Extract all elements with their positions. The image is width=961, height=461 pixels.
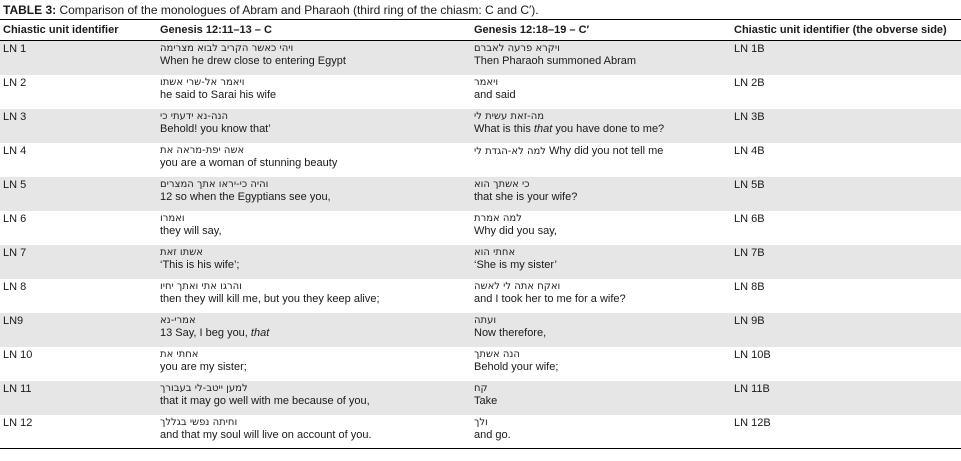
hebrew-text: ויאמר אל-שרי אשתו bbox=[160, 76, 245, 88]
unit-id: LN 11 bbox=[3, 382, 32, 395]
hebrew-text: למה אמרת bbox=[474, 212, 522, 224]
c-text bbox=[157, 245, 471, 279]
header-obverse-id: Chiastic unit identifier (the obverse side) bbox=[734, 24, 947, 36]
english-text: he said to Sarai his wife bbox=[160, 88, 277, 101]
english-text: Take bbox=[474, 394, 498, 407]
english-text: and go. bbox=[474, 428, 511, 441]
header-unit-id: Chiastic unit identifier bbox=[3, 24, 119, 36]
hebrew-text: אשתו זאת bbox=[160, 246, 203, 258]
hebrew-text: למען ייטב-לי בעבורך bbox=[160, 382, 248, 394]
table-row bbox=[0, 109, 961, 143]
table-row bbox=[0, 143, 961, 177]
c-prime-text bbox=[471, 415, 731, 449]
english-text: Why did you not tell me bbox=[549, 144, 664, 157]
table-row bbox=[0, 41, 961, 75]
hebrew-text: ויאמר bbox=[474, 76, 499, 88]
unit-id: LN 5 bbox=[3, 178, 27, 191]
unit-id: LN 7 bbox=[3, 246, 27, 259]
c-prime-text bbox=[471, 109, 731, 143]
hebrew-text: והרגו אתי ואתך יחיו bbox=[160, 280, 242, 292]
table-caption-label: TABLE 3: bbox=[3, 3, 57, 17]
obverse-id: LN 6B bbox=[734, 212, 765, 225]
hebrew-text: אחתי הוא bbox=[474, 246, 516, 258]
english-text: Now therefore, bbox=[474, 326, 547, 339]
english-text-part: 13 Say, I beg you, bbox=[160, 326, 251, 339]
hebrew-text: אחתי את bbox=[160, 348, 199, 360]
header-genesis-c-prime: Genesis 12:18–19 – C′ bbox=[474, 24, 590, 36]
c-text bbox=[157, 143, 471, 177]
c-prime-text bbox=[471, 347, 731, 381]
english-text: you are my sister; bbox=[160, 360, 247, 373]
table-row bbox=[0, 211, 961, 245]
hebrew-text: מה-זאת עשית לי bbox=[474, 110, 545, 122]
c-text bbox=[157, 109, 471, 143]
english-emphasis: that bbox=[533, 122, 553, 135]
english-text bbox=[474, 123, 728, 136]
hebrew-text: ולך bbox=[474, 416, 488, 428]
hebrew-text: ויקרא פרעה לאברם bbox=[474, 43, 560, 54]
c-text bbox=[157, 41, 471, 75]
obverse-id: LN 1B bbox=[734, 43, 765, 55]
hebrew-text: הנה אשתך bbox=[474, 348, 520, 360]
hebrew-text: ועתה bbox=[474, 314, 497, 326]
obverse-id: LN 9B bbox=[734, 314, 765, 327]
table-row bbox=[0, 381, 961, 415]
obverse-id: LN 8B bbox=[734, 280, 765, 293]
hebrew-text: ויהי כאשר הקריב לבוא מצרימה bbox=[160, 43, 294, 54]
hebrew-text: ואמרו bbox=[160, 212, 185, 224]
english-text: Behold! you know that’ bbox=[160, 122, 271, 135]
c-prime-text bbox=[471, 381, 731, 415]
obverse-id: LN 4B bbox=[734, 144, 765, 157]
table-caption-text: Comparison of the monologues of Abram and Pharaoh (third ring of the chiasm: C and C′). bbox=[56, 3, 539, 17]
c-prime-text bbox=[471, 279, 731, 313]
english-text-part: you have done to me? bbox=[552, 122, 665, 135]
english-text: Behold your wife; bbox=[474, 360, 559, 373]
c-text bbox=[157, 211, 471, 245]
english-text-part: What is this bbox=[474, 122, 534, 135]
hebrew-text: כי אשתך הוא bbox=[474, 178, 530, 190]
chiasm-comparison-table bbox=[0, 19, 961, 449]
unit-id: LN 6 bbox=[3, 212, 27, 225]
table-row bbox=[0, 279, 961, 313]
c-prime-text bbox=[471, 245, 731, 279]
unit-id: LN9 bbox=[3, 314, 24, 327]
table-row bbox=[0, 347, 961, 381]
hebrew-text: הנה-נא ידעתי כי bbox=[160, 110, 229, 122]
english-text: that she is your wife? bbox=[474, 190, 578, 203]
english-text: ‘She is my sister’ bbox=[474, 258, 557, 271]
table-caption bbox=[3, 3, 539, 17]
english-text: then they will kill me, but you they keep alive; bbox=[160, 292, 380, 305]
c-prime-text bbox=[471, 75, 731, 109]
obverse-id: LN 11B bbox=[734, 382, 770, 395]
table-row bbox=[0, 245, 961, 279]
hebrew-text: אשה יפת-מראה את bbox=[160, 144, 245, 156]
c-text bbox=[157, 279, 471, 313]
unit-id: LN 2 bbox=[3, 76, 27, 89]
c-prime-text bbox=[471, 177, 731, 211]
obverse-id: LN 2B bbox=[734, 76, 765, 89]
english-emphasis: that bbox=[250, 326, 270, 339]
obverse-id: LN 7B bbox=[734, 246, 765, 259]
table-row bbox=[0, 75, 961, 109]
english-text: you are a woman of stunning beauty bbox=[160, 156, 338, 169]
unit-id: LN 4 bbox=[3, 144, 27, 157]
english-text: 12 so when the Egyptians see you, bbox=[160, 190, 331, 203]
c-text bbox=[157, 347, 471, 381]
english-text: and I took her to me for a wife? bbox=[474, 292, 626, 305]
hebrew-text: למה לא-הגדת לי bbox=[474, 145, 546, 157]
c-text bbox=[157, 381, 471, 415]
hebrew-text: וחיתה נפשי בגללך bbox=[160, 416, 238, 428]
c-prime-text bbox=[471, 313, 731, 347]
english-text: Then Pharaoh summoned Abram bbox=[474, 55, 637, 67]
table-row bbox=[0, 313, 961, 347]
english-text: When he drew close to entering Egypt bbox=[160, 55, 346, 67]
hebrew-text: והיה כי-יראו אתך המצרים bbox=[160, 178, 269, 190]
english-text: that it may go well with me because of you, bbox=[160, 394, 370, 407]
unit-id: LN 3 bbox=[3, 110, 27, 123]
c-prime-text bbox=[471, 211, 731, 245]
unit-id: LN 12 bbox=[3, 416, 33, 429]
hebrew-text: קח bbox=[474, 382, 488, 394]
obverse-id: LN 10B bbox=[734, 348, 771, 361]
english-text: ‘This is his wife’; bbox=[160, 258, 240, 271]
obverse-id: LN 12B bbox=[734, 416, 771, 429]
obverse-id: LN 5B bbox=[734, 178, 765, 191]
c-text bbox=[157, 313, 471, 347]
table-header-row bbox=[0, 20, 961, 41]
obverse-id: LN 3B bbox=[734, 110, 765, 123]
table-row bbox=[0, 177, 961, 211]
c-prime-text bbox=[471, 143, 731, 177]
table-row bbox=[0, 415, 961, 449]
header-genesis-c: Genesis 12:11–13 – C bbox=[160, 24, 272, 36]
hebrew-text: אמרי-נא bbox=[160, 314, 196, 326]
unit-id: LN 1 bbox=[3, 43, 27, 55]
english-text: and said bbox=[474, 88, 516, 101]
english-text bbox=[160, 327, 468, 340]
c-text bbox=[157, 177, 471, 211]
english-text: and that my soul will live on account of you. bbox=[160, 428, 372, 441]
english-text: they will say, bbox=[160, 224, 222, 237]
c-text bbox=[157, 75, 471, 109]
english-text: Why did you say, bbox=[474, 224, 557, 237]
c-prime-text bbox=[471, 41, 731, 75]
unit-id: LN 10 bbox=[3, 348, 33, 361]
hebrew-text: ואקח אתה לי לאשה bbox=[474, 280, 561, 292]
unit-id: LN 8 bbox=[3, 280, 27, 293]
c-text bbox=[157, 415, 471, 449]
